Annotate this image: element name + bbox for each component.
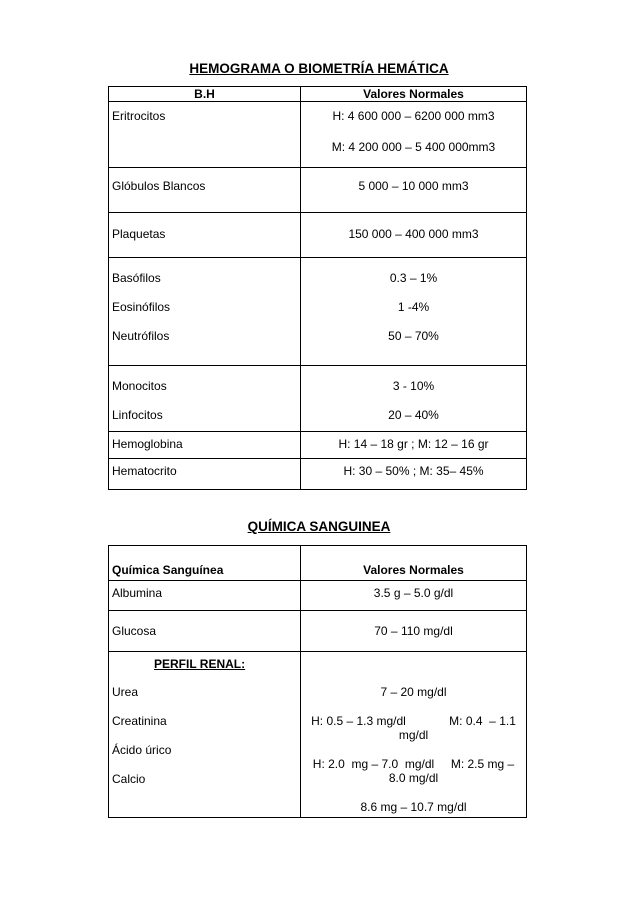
value-urea: 7 – 20 mg/dl	[380, 685, 447, 699]
hemograma-title: HEMOGRAMA O BIOMETRÍA HEMÁTICA	[189, 61, 449, 76]
cell-perfil-renal-values	[301, 652, 527, 818]
value-glucosa: 70 – 110 mg/dl	[374, 624, 453, 638]
hemograma-table	[108, 86, 527, 490]
table-row	[109, 459, 527, 490]
table-header-row	[109, 87, 527, 102]
value-creatinina-unit: mg/dl	[398, 728, 429, 742]
label-globulos: Glóbulos Blancos	[112, 179, 206, 193]
table-row	[109, 213, 527, 258]
cell-glucosa	[109, 611, 301, 652]
label-linfocitos: Linfocitos	[112, 408, 163, 422]
value-globulos: 5 000 – 10 000 mm3	[358, 179, 469, 193]
label-calcio: Calcio	[112, 772, 146, 786]
cell-diferencial	[109, 258, 301, 366]
label-plaquetas: Plaquetas	[112, 227, 166, 241]
header-cell-valores: Valores Normales	[301, 87, 527, 102]
value-calcio: 8.6 mg – 10.7 mg/dl	[360, 800, 467, 814]
cell-mono-linfo	[109, 366, 301, 432]
value-monocitos: 3 - 10%	[392, 379, 435, 393]
header-cell-bh: B.H	[109, 87, 301, 102]
table-row	[109, 611, 527, 652]
cell-hematocrito	[109, 459, 301, 490]
cell-globulos-value	[301, 168, 527, 213]
label-urea: Urea	[112, 685, 139, 699]
value-acido-urico: H: 2.0 mg – 7.0 mg/dl M: 2.5 mg –	[312, 757, 515, 771]
cell-globulos	[109, 168, 301, 213]
label-eritrocitos: Eritrocitos	[112, 109, 166, 123]
table-row	[109, 168, 527, 213]
value-neutrofilos: 50 – 70%	[388, 329, 439, 343]
cell-plaquetas	[109, 213, 301, 258]
cell-eritrocitos-values	[301, 102, 527, 168]
label-acido-urico: Ácido úrico	[112, 743, 172, 757]
cell-albumina	[109, 581, 301, 611]
cell-albumina-value	[301, 581, 527, 611]
table-row	[109, 258, 527, 366]
value-hematocrito: H: 30 – 50% ; M: 35– 45%	[343, 464, 484, 478]
value-plaquetas: 150 000 – 400 000 mm3	[348, 227, 479, 241]
cell-eritrocitos	[109, 102, 301, 168]
label-albumina: Albumina	[112, 586, 163, 600]
label-hematocrito: Hematocrito	[112, 464, 177, 478]
value-eosinofilos: 1 -4%	[397, 300, 430, 314]
table-row	[109, 581, 527, 611]
value-albumina: 3.5 g – 5.0 g/dl	[373, 586, 454, 600]
label-eosinofilos: Eosinófilos	[112, 300, 171, 314]
header-cell-quimica: Química Sanguínea	[109, 546, 301, 581]
value-acido-urico-unit: 8.0 mg/dl	[388, 771, 439, 785]
label-glucosa: Glucosa	[112, 624, 157, 638]
cell-glucosa-value	[301, 611, 527, 652]
value-creatinina: H: 0.5 – 1.3 mg/dl M: 0.4 – 1.1	[311, 714, 516, 728]
label-hemoglobina: Hemoglobina	[112, 437, 183, 451]
label-monocitos: Monocitos	[112, 379, 167, 393]
header-cell-valores: Valores Normales	[301, 546, 527, 581]
cell-mono-linfo-values	[301, 366, 527, 432]
cell-perfil-renal	[109, 652, 301, 818]
table-row	[109, 102, 527, 168]
value-eritrocitos-m: M: 4 200 000 – 5 400 000mm3	[331, 140, 496, 154]
cell-hemoglobina-value	[301, 432, 527, 459]
cell-hematocrito-value	[301, 459, 527, 490]
quimica-title: QUÍMICA SANGUINEA	[247, 519, 391, 534]
label-creatinina: Creatinina	[112, 714, 167, 728]
table-header-row	[109, 546, 527, 581]
label-neutrofilos: Neutrófilos	[112, 329, 170, 343]
value-hemoglobina: H: 14 – 18 gr ; M: 12 – 16 gr	[338, 437, 489, 451]
label-basofilos: Basófilos	[112, 271, 161, 285]
table-row	[109, 432, 527, 459]
cell-hemoglobina	[109, 432, 301, 459]
value-basofilos: 0.3 – 1%	[389, 271, 438, 285]
perfil-renal-subheader: PERFIL RENAL:	[154, 657, 246, 671]
cell-plaquetas-value	[301, 213, 527, 258]
table-row	[109, 652, 527, 818]
value-linfocitos: 20 – 40%	[388, 408, 439, 422]
value-eritrocitos-h: H: 4 600 000 – 6200 000 mm3	[332, 109, 495, 123]
cell-diferencial-values	[301, 258, 527, 366]
quimica-table	[108, 545, 527, 818]
table-row	[109, 366, 527, 432]
